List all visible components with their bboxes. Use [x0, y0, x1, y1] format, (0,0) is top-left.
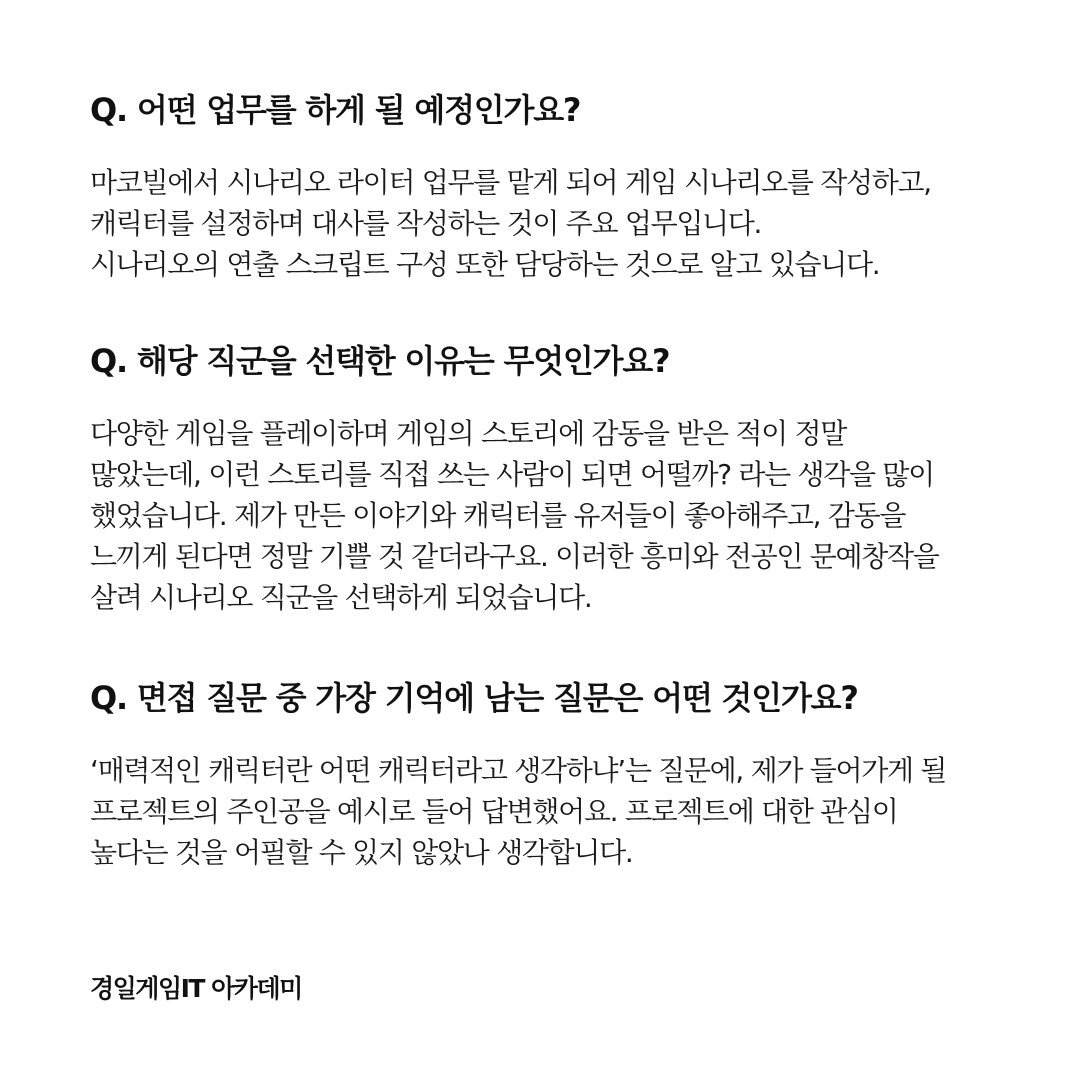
answer-line: ‘매력적인 캐릭터란 어떤 캐릭터라고 생각하냐’는 질문에, 제가 들어가게 될 [90, 754, 947, 787]
answer-line: 캐릭터를 설정하며 대사를 작성하는 것이 주요 업무입니다. [90, 207, 762, 240]
answer-line: 했었습니다. 제가 만든 이야기와 캐릭터를 유저들이 좋아해주고, 감동을 [90, 499, 906, 532]
qa-section-1 [90, 90, 1010, 285]
answer-paragraph [90, 381, 1010, 618]
question-heading: Q. 해당 직군을 선택한 이유는 무엇인가요? [90, 342, 670, 380]
answer-line: 시나리오의 연출 스크립트 구성 또한 담당하는 것으로 알고 있습니다. [90, 248, 880, 281]
qa-section-2 [90, 341, 1010, 618]
answer-line: 많았는데, 이런 스토리를 직접 쓰는 사람이 되면 어떨까? 라는 생각을 많이 [90, 458, 934, 491]
question-heading: Q. 면접 질문 중 가장 기억에 남는 질문은 어떤 것인가요? [90, 679, 858, 717]
answer-line: 살려 시나리오 직군을 선택하게 되었습니다. [90, 581, 592, 614]
question-heading: Q. 어떤 업무를 하게 될 예정인가요? [90, 91, 581, 129]
answer-line: 느끼게 된다면 정말 기쁠 것 같더라구요. 이러한 흥미와 전공인 문예창작을 [90, 540, 939, 573]
answer-line: 다양한 게임을 플레이하며 게임의 스토리에 감동을 받은 적이 정말 [90, 417, 847, 450]
interview-card [90, 0, 1010, 1080]
answer-line: 높다는 것을 어필할 수 있지 않았나 생각합니다. [90, 836, 633, 869]
answer-line: 프로젝트의 주인공을 예시로 들어 답변했어요. 프로젝트에 대한 관심이 [90, 795, 898, 828]
answer-line: 마코빌에서 시나리오 라이터 업무를 맡게 되어 게임 시나리오를 작성하고, [90, 166, 931, 199]
answer-paragraph [90, 130, 1010, 285]
academy-logo: 경일게임IT 아카데미 [90, 974, 302, 1003]
qa-section-3 [90, 678, 1010, 873]
answer-paragraph [90, 718, 1010, 873]
